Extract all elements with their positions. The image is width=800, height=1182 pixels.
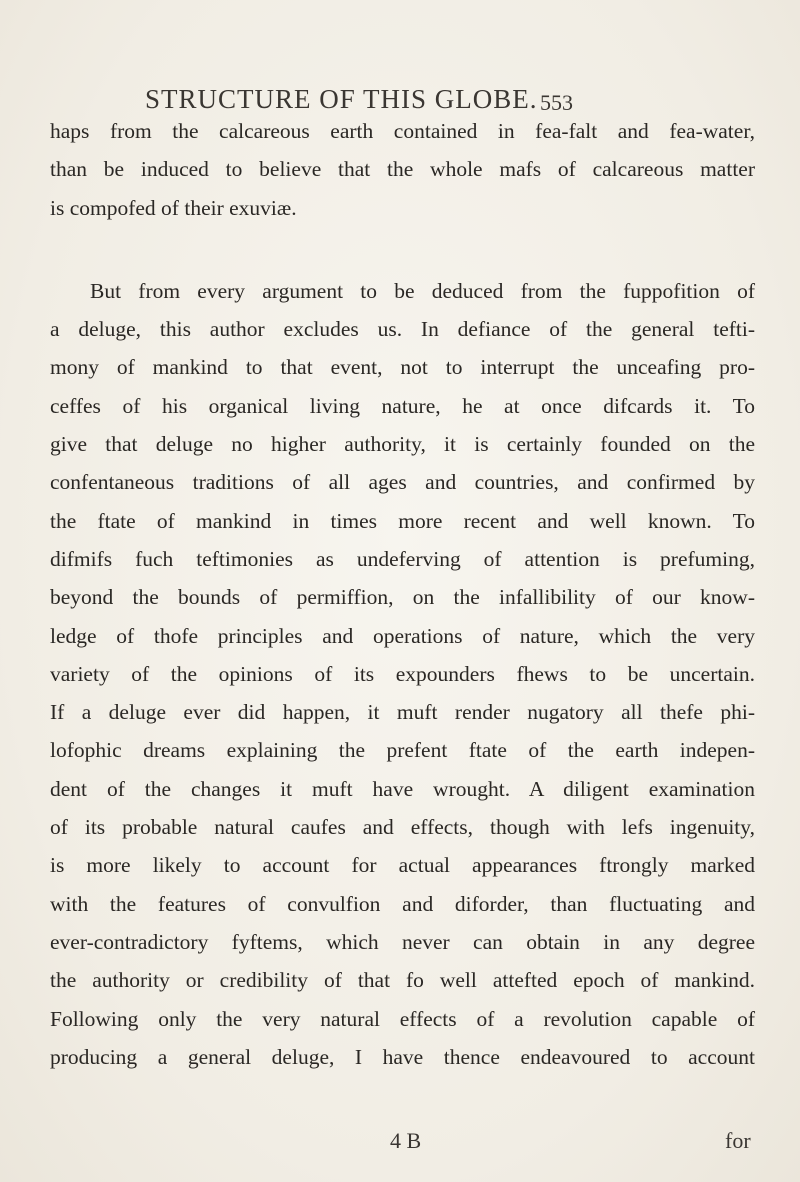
text-line: of its probable natural caufes and effects, though with lefs ingenuity, (50, 815, 755, 840)
paragraph-1 (50, 112, 755, 227)
text-line: give that deluge no higher authority, it is certainly founded on the (50, 432, 755, 457)
signature-mark: 4 B (390, 1128, 422, 1153)
text-line: confentaneous traditions of all ages and countries, and confirmed by (50, 470, 755, 495)
text-line: variety of the opinions of its expounders fhews to be uncertain. (50, 661, 755, 686)
text-line: If a deluge ever did happen, it muft render nugatory all thefe phi- (50, 700, 755, 725)
text-line: with the features of convulfion and diforder, than fluctuating and (50, 891, 755, 916)
paragraph-2 (50, 272, 755, 1076)
text-line: dent of the changes it muft have wrought. A diligent examination (50, 776, 755, 801)
text-line: difmifs fuch teftimonies as undeferving of attention is prefuming, (50, 546, 755, 571)
text-line: the ftate of mankind in times more recent and well known. To (50, 508, 755, 533)
body-text (50, 112, 755, 1076)
text-line: is more likely to account for actual appearances ftrongly marked (50, 853, 755, 878)
text-line: than be induced to believe that the whole mafs of calcareous matter (50, 157, 755, 182)
text-line: ledge of thofe principles and operations of nature, which the very (50, 623, 755, 648)
text-line: producing a general deluge, I have thence endeavoured to account (50, 1044, 755, 1069)
text-line: But from every argument to be deduced from the fuppofition of (90, 278, 755, 303)
page-number: 553 (540, 90, 573, 115)
paragraph-gap (50, 227, 755, 272)
text-line: mony of mankind to that event, not to interrupt the unceafing pro- (50, 355, 755, 380)
text-line: ceffes of his organical living nature, he at once difcards it. To (50, 393, 755, 418)
catchword: for (725, 1128, 751, 1153)
text-line: beyond the bounds of permiffion, on the infallibility of our know- (50, 585, 755, 610)
text-line: haps from the calcareous earth contained in fea-falt and fea-water, (50, 119, 755, 143)
text-line: a deluge, this author excludes us. In defiance of the general tefti- (50, 317, 755, 342)
running-head: STRUCTURE OF THIS GLOBE. (145, 84, 538, 114)
text-line: is compofed of their exuviæ. (50, 195, 297, 220)
text-line: ever-contradictory fyftems, which never can obtain in any degree (50, 929, 755, 954)
text-line: Following only the very natural effects of a revolution capable of (50, 1006, 755, 1031)
text-line: the authority or credibility of that fo well attefted epoch of mankind. (50, 968, 755, 993)
text-line: lofophic dreams explaining the prefent ftate of the earth indepen- (50, 738, 755, 763)
